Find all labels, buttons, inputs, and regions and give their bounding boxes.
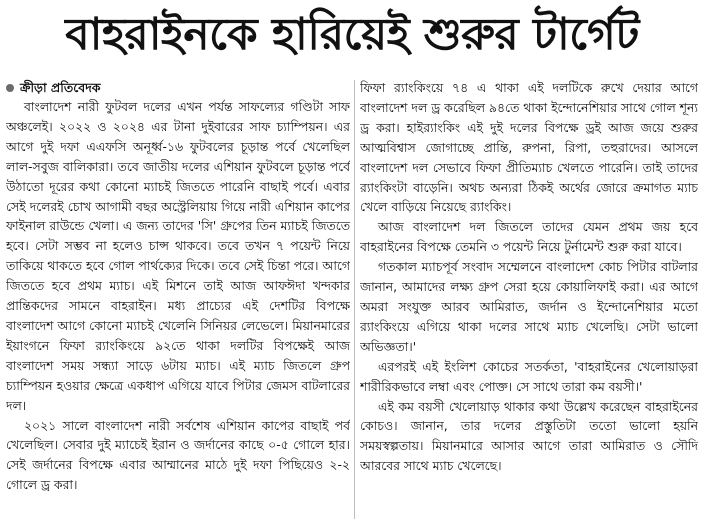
left-column [6,78,350,521]
paragraph: ২০২১ সালে বাংলাদেশ নারী সর্বশেষ এশিয়ান কাপের বাছাই পর্ব খেলেছিল। সেবার দুই ম্যাচেই ইরান ও জর্দানের কাছে ০-৫ গোলে হার। সেই জর্দানের বিপক্ষে এবার আম্মানের মাঠে দুই দফা পিছিয়েও ২-২ গোলে ড্র করা। [6,417,350,493]
headline: বাহরাইনকে হারিয়েই শুরুর টার্গেট [65,8,639,60]
byline [6,78,350,97]
paragraph: এই কম বয়সী খেলোয়াড় থাকার কথা উল্লেখ করেছেন বাহরাইনের কোচও। জানান, তার দলের প্রস্তুতিটা ততো ভালো হয়নি সময়স্বল্পতায়। মিয়ানমারে আসার আগে তারা আমিরাত ও সৌদি আরবের সাথে ম্যাচ খেলেছে। [360,398,698,474]
paragraph: এরপরই এই ইংলিশ কোচের সতর্কতা, 'বাহরাইনের খেলোয়াড়রা শারীরিকভাবে লম্বা এবং পোক্ত। সে সাথে তারা কম বয়সী।' [360,358,698,394]
paragraph: বাংলাদেশ নারী ফুটবল দলের এখন পর্যন্ত সাফল্যের গণ্ডিটা সাফ অঞ্চলেই। ২০২২ ও ২০২৪ এর টানা দুইবারের সাফ চ্যাম্পিয়ন। এর আগে দুই দফা এএফসি অনূর্ধ্ব-১৬ ফুটবলের চূড়ান্ত পর্বে খেলেছিল লাল-সবুজ বালিকারা। তবে জাতীয় দলের এশিয়ান ফুটবলে চূড়ান্ত পর্বে উঠাতো দূরের কথা কোনো ম্যাচই জিততে পারেনি বাছাই পর্বে। এবার সেই দলেরই চোখ আগামী বছর অস্ট্রেলিয়ায় গিয়ে নারী এশিয়ান কাপের ফাইনাল রাউন্ডে খেলা। এ জন্য তাদের 'সি' গ্রুপের তিন ম্যাচই জিততে হবে। সেটা সম্ভব না হলেও চান্স থাকবে। তবে তখন ৭ পয়েন্ট নিয়ে তাকিয়ে থাকতে হবে গোল পার্থক্যের দিকে। তবে সেই চিন্তা পরে। আগে জিততে হবে প্রথম ম্যাচ। এই মিশনে তাই আজ আফঈদা খন্দকার প্রান্তিকদের সামনে বাহরাইন। মধ্য প্রাচ্যের এই দেশটির বিপক্ষে বাংলাদেশ আগে কোনো ম্যাচই খেলেনি সিনিয়র লেভেলে। মিয়ানমারের ইয়াংগনে ফিফা র‌্যাংকিংয়ে ৯২তে থাকা দলটির বিপক্ষেই আজ বাংলাদেশ সময় সন্ধ্যা সাড়ে ৬টায় ম্যাচ। এই ম্যাচ জিতলে গ্রুপ চ্যাম্পিয়ন হওয়ার ক্ষেত্রে একধাপ এগিয়ে যাবে পিটার জেমস বাটলারের দল। [6,99,350,413]
paragraph: গতকাল ম্যাচপূর্ব সংবাদ সম্মেলনে বাংলাদেশ কোচ পিটার বাটলার জানান, আমাদের লক্ষ্য গ্রুপ সেরা হয়ে কোয়ালিফাই করা। এর আগে অমরা সংযুক্ত আরব আমিরাত, জর্দান ও ইন্দোনেশিয়ার মতো র‌্যাংকিংয়ে এগিয়ে থাকা দলের সাথে ম্যাচ খেলেছি। সেটা ভালো অভিজ্ঞতা।' [360,259,698,354]
byline-text: ক্রীড়া প্রতিবেদক [20,80,101,95]
bullet-icon [6,84,14,92]
paragraph: ফিফা র‌্যাংকিংয়ে ৭৪ এ থাকা এই দলটিকে রুখে দেয়ার আগে বাংলাদেশ দল ড্র করেছিল ৯৪তে থাকা ইন্দোনেশিয়ার সাথে গোল শূন্য ড্র করা। হাইর‌্যাংকিং এই দুই দলের বিপক্ষে ড্রই আজ জয়ে শুরুর আত্মবিশ্বাস জোগাচ্ছে প্রান্তি, রুপনা, রিপা, তহুরাদের। আসলে বাংলাদেশ দল সেভাবে ফিফা প্রীতিম্যাচ খেলতে পারেনি। তাই তাদের র‌্যাংকিংটা বাড়েনি। অথচ অন্যরা ঠিকই অর্থের জোরে ক্রমাগত ম্যাচ খেলে বাড়িয়ে নিয়েছে র‌্যাংকিং। [360,80,698,215]
column-divider [354,80,355,519]
right-column [360,78,698,521]
paragraph: আজ বাংলাদেশ দল জিতলে তাদের যেমন প্রথম জয় হবে বাহরাইনের বিপক্ষে তেমনি ৩ পয়েন্ট নিয়ে টুর্নামেন্ট শুরু করা যাবে। [360,219,698,255]
